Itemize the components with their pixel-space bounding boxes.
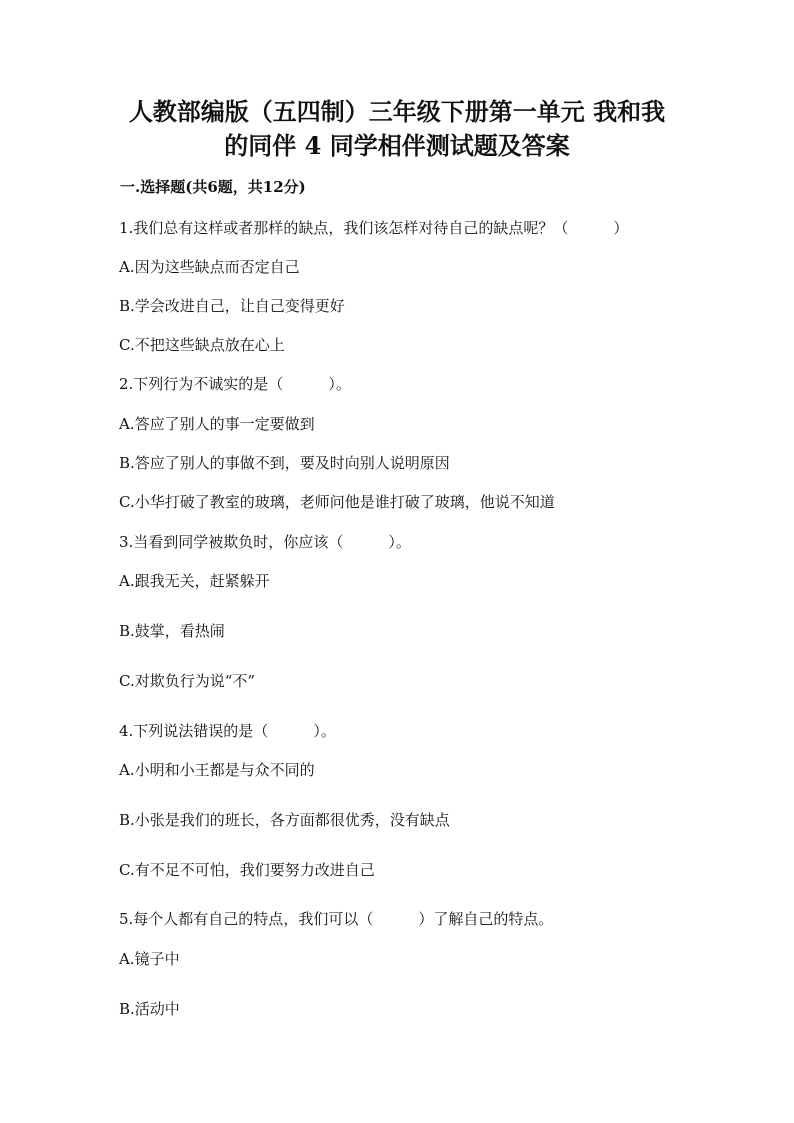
question-4-option-b: B.小张是我们的班长，各方面都很优秀，没有缺点 [119,811,450,829]
question-5-option-b: B.活动中 [119,1000,180,1018]
document-title-line-2: 的同伴 4 同学相伴测试题及答案 [224,131,570,160]
question-5-stem: 5.每个人都有自己的特点，我们可以（ ）了解自己的特点。 [119,910,554,928]
question-4-option-c: C.有不足不可怕，我们要努力改进自己 [119,861,375,879]
document-title-line-1: 人教部编版（五四制）三年级下册第一单元 我和我 [128,97,666,126]
question-3-option-c: C.对欺负行为说“不” [119,672,256,690]
question-3-option-a: A.跟我无关，赶紧躲开 [119,572,270,590]
question-1-option-a: A.因为这些缺点而否定自己 [119,258,300,276]
question-1-option-c: C.不把这些缺点放在心上 [119,336,285,354]
question-2-stem: 2.下列行为不诚实的是（ ）。 [119,375,351,393]
question-1-option-b: B.学会改进自己，让自己变得更好 [119,297,345,315]
question-2-option-b: B.答应了别人的事做不到，要及时向别人说明原因 [119,454,450,472]
section-heading: 一.选择题(共6题，共12分) [120,178,306,196]
question-4-option-a: A.小明和小王都是与众不同的 [119,761,315,779]
question-3-stem: 3.当看到同学被欺负时，你应该（ ）。 [119,533,411,551]
question-3-option-b: B.鼓掌，看热闹 [119,622,225,640]
question-2-option-c: C.小华打破了教室的玻璃，老师问他是谁打破了玻璃，他说不知道 [119,493,555,511]
question-5-option-a: A.镜子中 [119,950,180,968]
question-1-stem: 1.我们总有这样或者那样的缺点，我们该怎样对待自己的缺点呢？（ ） [119,219,629,237]
question-2-option-a: A.答应了别人的事一定要做到 [119,415,315,433]
question-4-stem: 4.下列说法错误的是（ ）。 [119,722,336,740]
